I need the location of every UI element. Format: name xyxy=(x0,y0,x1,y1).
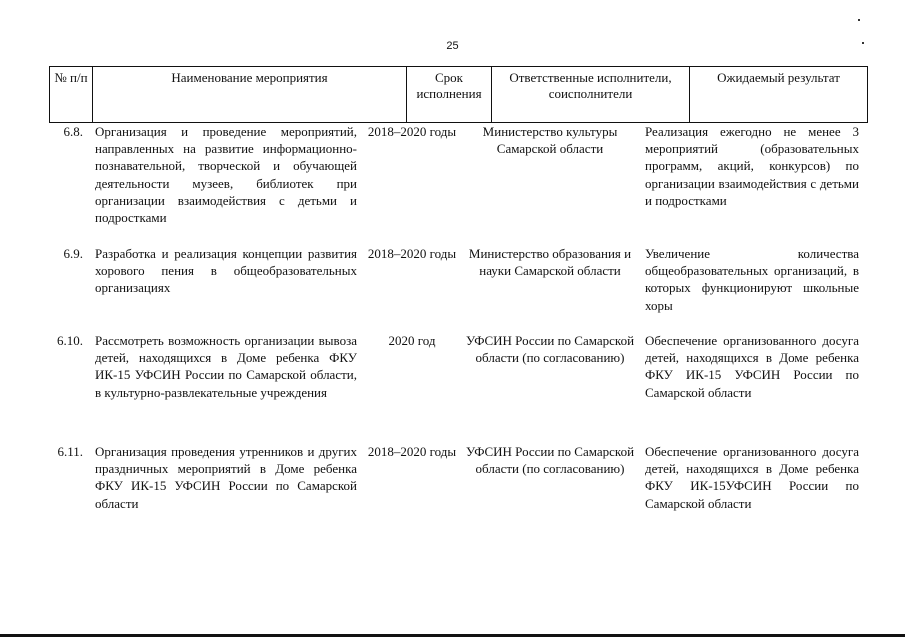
row-name: Организация и проведение мероприятий, направленных на развитие информационно-познавательной, творческой и обучающей деятельности музеев, библиотек при организации взаимодействия с детьми и подростками xyxy=(95,124,357,226)
row-name: Рассмотреть возможность организации вывоза детей, находящихся в Доме ребенка ФКУ ИК-15 УФСИН России по Самарской области, в культурно-развлекательные учреждения xyxy=(95,333,357,400)
row-term: 2020 год xyxy=(388,333,436,348)
row-number: 6.8. xyxy=(63,124,83,139)
header-name: Наименование мероприятия xyxy=(93,67,407,123)
row-responsible: Министерство культуры Самарской области xyxy=(482,124,618,157)
header-responsible: Ответственные исполнители, соисполнители xyxy=(492,67,690,123)
row-result: Увеличение количества общеобразовательных организаций, в которых функционируют школьные хоры xyxy=(645,246,859,313)
header-num: № п/п xyxy=(50,67,93,123)
row-result: Обеспечение организованного досуга детей, находящихся в Доме ребенка ФКУ ИК-15 УФСИН России по Самарской области xyxy=(645,333,859,400)
row-term: 2018–2020 годы xyxy=(367,444,457,459)
row-number: 6.10. xyxy=(57,333,83,348)
row-responsible: УФСИН России по Самарской области (по согласованию) xyxy=(465,444,635,477)
row-number: 6.9. xyxy=(63,246,83,261)
row-term: 2018–2020 годы xyxy=(367,124,457,139)
row-result: Реализация ежегодно не менее 3 мероприятий (образовательных программ, акций, конкурсов) по организации взаимодействия с детьми и подростками xyxy=(645,124,859,208)
row-name: Разработка и реализация концепции развития хорового пения в общеобразовательных организациях xyxy=(95,246,357,296)
scan-speck xyxy=(862,42,864,44)
page-number: 25 xyxy=(446,40,459,52)
row-name: Организация проведения утренников и других праздничных мероприятий в Доме ребенка ФКУ ИК-15 УФСИН России по Самарской области xyxy=(95,444,357,511)
row-term: 2018–2020 годы xyxy=(367,246,457,261)
row-responsible: Министерство образования и науки Самарской области xyxy=(468,246,632,279)
row-result: Обеспечение организованного досуга детей, находящихся в Доме ребенка ФКУ ИК-15УФСИН России по Самарской области xyxy=(645,444,859,511)
scan-speck xyxy=(858,19,860,21)
header-result: Ожидаемый результат xyxy=(690,67,868,123)
page-bottom-rule xyxy=(0,634,905,637)
row-number: 6.11. xyxy=(57,444,83,459)
table-header xyxy=(49,66,868,123)
row-responsible: УФСИН России по Самарской области (по согласованию) xyxy=(465,333,635,366)
header-term: Срок исполнения xyxy=(407,67,492,123)
